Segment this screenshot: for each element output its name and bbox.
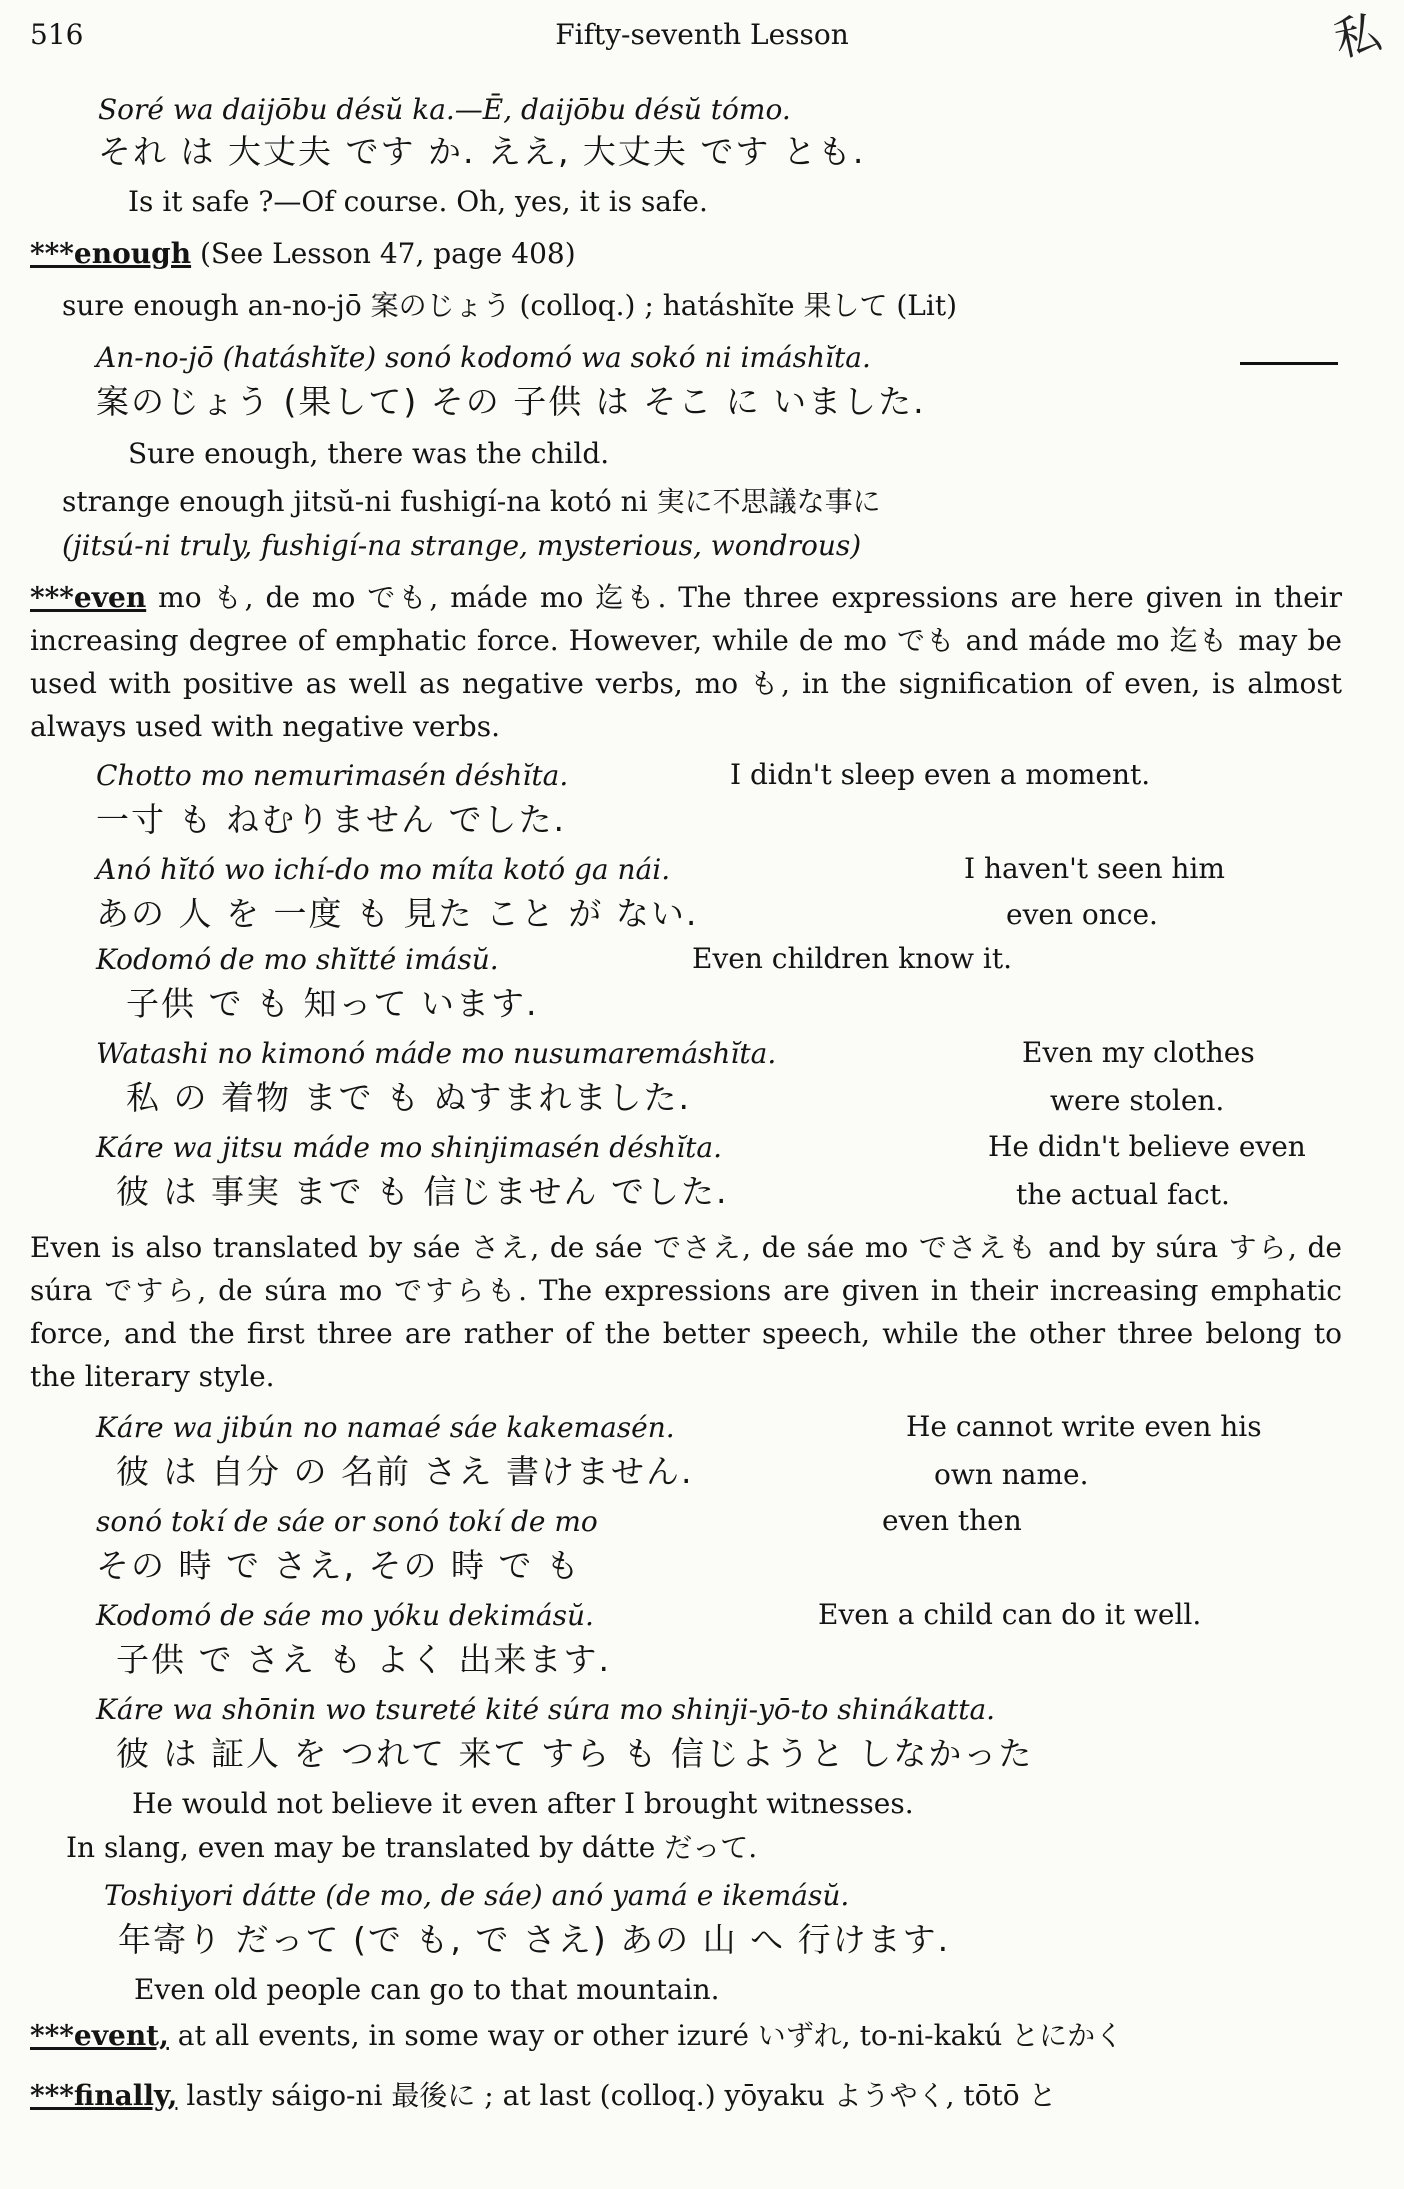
even-paragraph-text: mo も, de mo でも, máde mo 迄も. The three expressions are here given in their increasing degree of emphatic force. However, while de mo でも and máde mo 迄も may be used with positive as well as negative verbs, mo も, in the signification of even, is almost always used with negative verbs. xyxy=(30,581,1343,743)
example-5 xyxy=(96,1130,1374,1220)
example-9-english: He would not believe it even after I brought witnesses. xyxy=(132,1787,914,1820)
example-1 xyxy=(96,758,1374,848)
margin-handwriting: 私 xyxy=(1329,4,1386,68)
example-english: Even children know it. xyxy=(692,942,1013,975)
page-title: Fifty-seventh Lesson xyxy=(555,18,849,51)
example-7 xyxy=(96,1504,1374,1594)
margin-rule xyxy=(1240,362,1338,365)
slang-japanese: 年寄り だって (で も, で さえ) あの 山 へ 行けます. xyxy=(118,1920,951,1959)
example-english-cont: own name. xyxy=(934,1458,1089,1491)
example-romaji: Káre wa jibún no namaé sáe kakemasén. xyxy=(96,1411,675,1444)
event-entry xyxy=(30,2018,1404,2054)
example-english: even then xyxy=(882,1504,1022,1537)
example-3 xyxy=(96,942,1374,1032)
example-japanese: 彼 は 自分 の 名前 さえ 書けません. xyxy=(116,1452,694,1491)
enough-entry-head xyxy=(30,236,1404,272)
enough-keyword: ***enough xyxy=(30,237,192,270)
even-paragraph-2: Even is also translated by sáe さえ, de sáe でさえ, de sáe mo でさえも and by súra すら, de súra ですら, de súra mo ですらも. The expressions are given in their increasing emphatic force, and the first three are rather of the better speech, while the other three belong to the literary style. xyxy=(30,1231,1342,1393)
example-japanese: 子供 で さえ も よく 出来ます. xyxy=(116,1640,611,1679)
example-6 xyxy=(96,1410,1374,1500)
example-japanese: 彼 は 事実 まで も 信じません でした. xyxy=(116,1172,729,1211)
example-japanese: 彼 は 証人 を つれて 来て すら も 信じようと しなかった xyxy=(116,1734,1034,1773)
slang-english: Even old people can go to that mountain. xyxy=(134,1973,720,2006)
example-romaji: Kodomó de mo shĭtté imásŭ. xyxy=(96,943,499,976)
example-romaji: Anó hĭtó wo ichí-do mo míta kotó ga nái. xyxy=(96,853,671,886)
example-romaji: Kodomó de sáe mo yóku dekimásŭ. xyxy=(96,1599,594,1632)
example-english: Even a child can do it well. xyxy=(818,1598,1202,1631)
example-english-cont: the actual fact. xyxy=(1016,1178,1230,1211)
example-9 xyxy=(96,1692,1374,1780)
example-romaji: Káre wa shōnin wo tsureté kité súra mo shinji-yō-to shinákatta. xyxy=(96,1693,996,1726)
example-romaji: sonó tokí de sáe or sonó tokí de mo xyxy=(96,1505,598,1538)
example-4 xyxy=(96,1036,1374,1126)
example-english: I haven't seen him xyxy=(964,852,1225,885)
even-paragraph xyxy=(30,576,1342,748)
example-japanese: 子供 で も 知って います. xyxy=(126,984,539,1023)
even-keyword: ***even xyxy=(30,581,147,614)
slang-romaji: Toshiyori dátte (de mo, de sáe) anó yamá e ikemásŭ. xyxy=(104,1879,850,1912)
enough-gloss: (jitsú-ni truly, fushigí-na strange, mysterious, wondrous) xyxy=(62,529,862,562)
example-8 xyxy=(96,1598,1374,1688)
example-japanese: その 時 で さえ, その 時 で も xyxy=(96,1546,581,1585)
example-english: He cannot write even his xyxy=(906,1410,1262,1443)
example-english-cont: even once. xyxy=(1006,898,1158,931)
safe-japanese: それ は 大丈夫 です か. ええ, 大丈夫 です とも. xyxy=(98,132,866,171)
example-english: I didn't sleep even a moment. xyxy=(730,758,1151,791)
example-english: He didn't believe even xyxy=(988,1130,1306,1163)
finally-keyword: ***finally, xyxy=(30,2079,178,2112)
safe-romaji: Soré wa daijōbu désŭ ka.—Ē, daijōbu désŭ tómo. xyxy=(98,93,791,126)
example-japanese: 私 の 着物 まで も ぬすまれました. xyxy=(126,1078,691,1117)
finally-entry xyxy=(30,2078,1404,2114)
enough-reference: (See Lesson 47, page 408) xyxy=(199,237,576,270)
example-english-cont: were stolen. xyxy=(1050,1084,1225,1117)
example-english: Even my clothes xyxy=(1022,1036,1255,1069)
slang-line: In slang, even may be translated by dátte だって. xyxy=(66,1831,758,1864)
sure-enough-line: sure enough an-no-jō 案のじょう (colloq.) ; hatáshĭte 果して (Lit) xyxy=(62,289,958,322)
enough-japanese: 案のじょう (果して) その 子供 は そこ に いました. xyxy=(96,382,926,421)
example-romaji: Káre wa jitsu máde mo shinjimasén déshĭta. xyxy=(96,1131,723,1164)
example-japanese: あの 人 を 一度 も 見た こと が ない. xyxy=(96,894,699,933)
event-text: at all events, in some way or other izuré いずれ, to-ni-kakú とにかく xyxy=(177,2019,1124,2052)
enough-romaji: An-no-jō (hatáshĭte) sonó kodomó wa sokó ni imáshĭta. xyxy=(96,341,871,374)
enough-english: Sure enough, there was the child. xyxy=(128,437,610,470)
example-2 xyxy=(96,852,1374,942)
event-keyword: ***event, xyxy=(30,2019,169,2052)
finally-text: lastly sáigo-ni 最後に ; at last (colloq.) yōyaku ようやく, tōtō と xyxy=(186,2079,1057,2112)
safe-english: Is it safe ?—Of course. Oh, yes, it is safe. xyxy=(128,185,708,218)
strange-enough-line: strange enough jitsŭ-ni fushigí-na kotó ni 実に不思議な事に xyxy=(62,485,881,518)
example-romaji: Watashi no kimonó máde mo nusumaremáshĭta. xyxy=(96,1037,777,1070)
example-japanese: 一寸 も ねむりません でした. xyxy=(96,800,566,839)
page-number: 516 xyxy=(30,18,84,51)
page-header xyxy=(30,18,1374,58)
example-romaji: Chotto mo nemurimasén déshĭta. xyxy=(96,759,569,792)
